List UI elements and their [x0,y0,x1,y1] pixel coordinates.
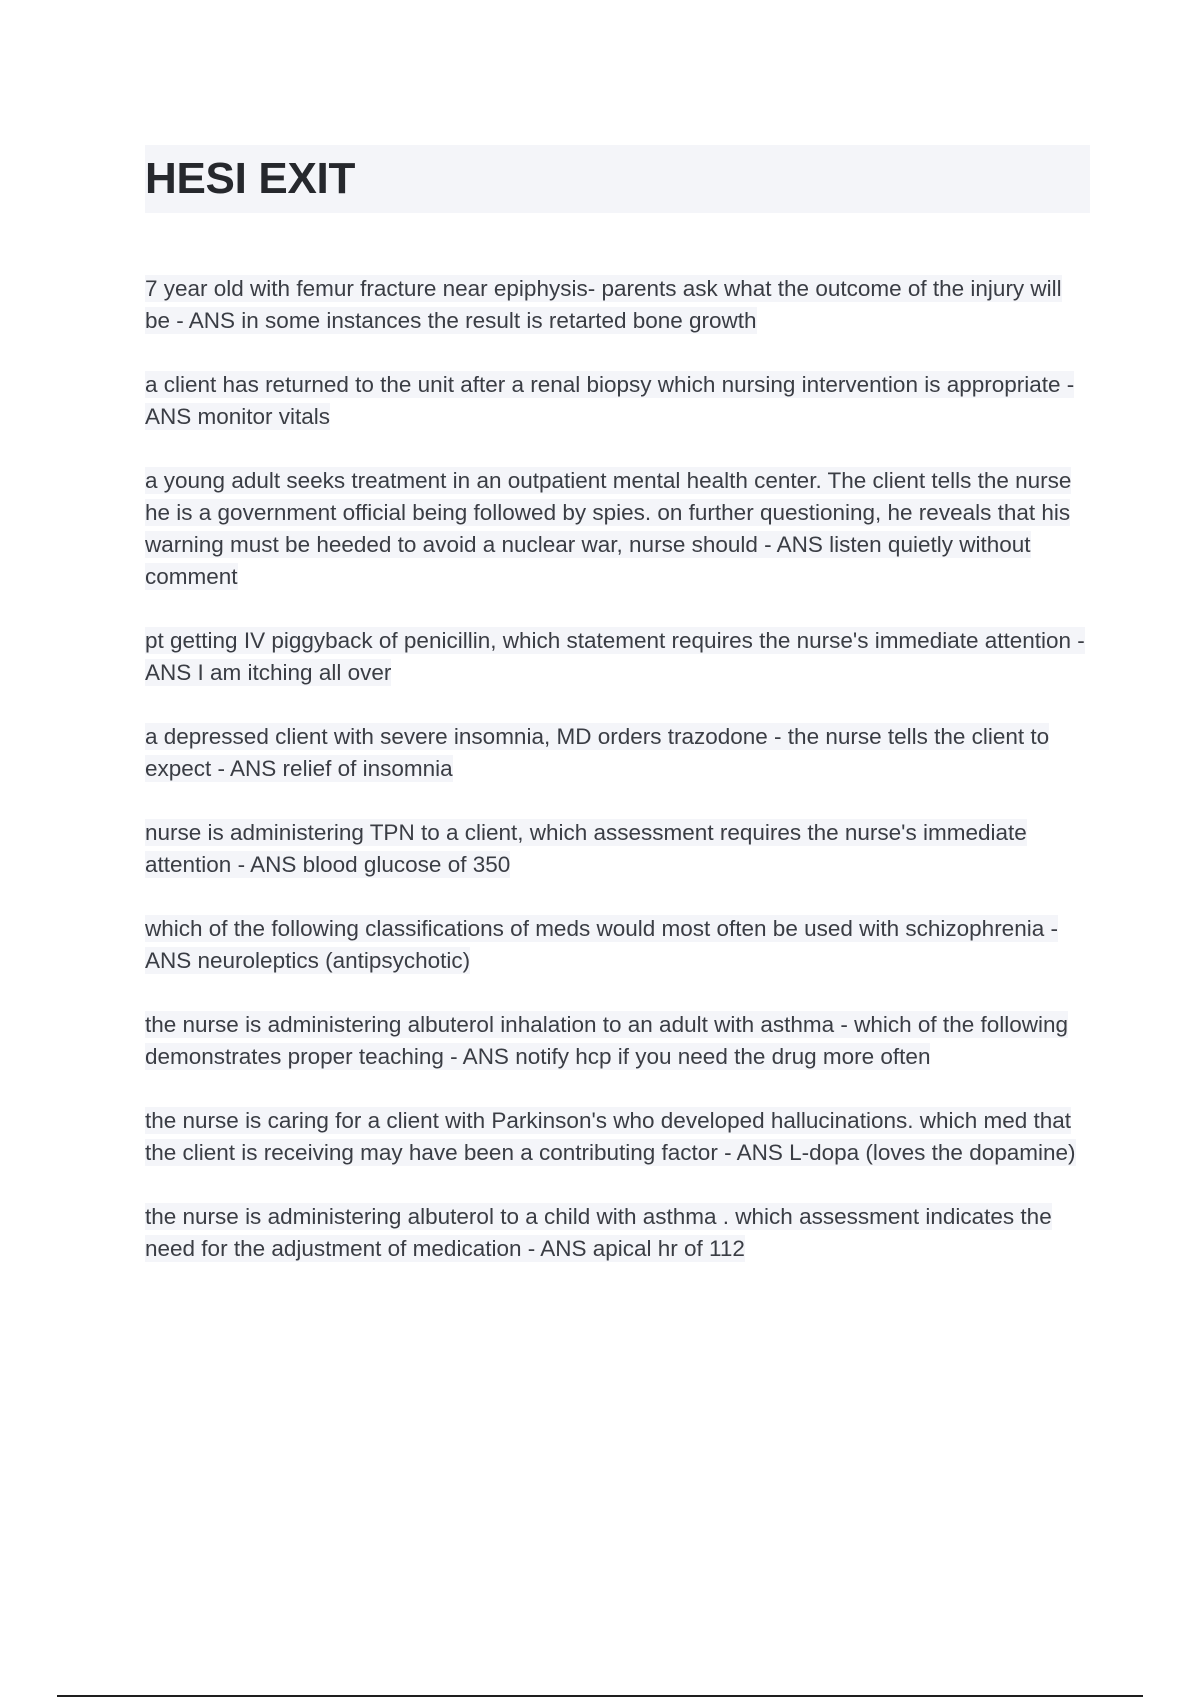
footer-divider [57,1695,1143,1697]
qa-text: the nurse is administering albuterol inhalation to an adult with asthma - which of the following demonstrates proper teaching - ANS notify hcp if you need the drug more often [145,1012,1069,1069]
qa-item [145,1201,1090,1265]
qa-item [145,721,1090,785]
qa-item [145,817,1090,881]
qa-text: 7 year old with femur fracture near epiphysis- parents ask what the outcome of the injury will be - ANS in some instances the result is retarted bone growth [145,276,1062,333]
qa-item [145,273,1090,337]
qa-text: nurse is administering TPN to a client, which assessment requires the nurse's immediate attention - ANS blood glucose of 350 [145,820,1027,877]
qa-item [145,369,1090,433]
title-band [145,145,1090,213]
qa-item [145,465,1090,593]
qa-text: the nurse is administering albuterol to a child with asthma . which assessment indicates the need for the adjustment of medication - ANS apical hr of 112 [145,1204,1052,1261]
qa-text: a young adult seeks treatment in an outpatient mental health center. The client tells the nurse he is a government official being followed by spies. on further questioning, he reveals that his warning must be heeded to avoid a nuclear war, nurse should - ANS listen quietly without comment [145,468,1072,589]
qa-item [145,625,1090,689]
qa-item [145,1105,1090,1169]
qa-text: a client has returned to the unit after a renal biopsy which nursing intervention is appropriate - ANS monitor vitals [145,372,1075,429]
qa-text: a depressed client with severe insomnia, MD orders trazodone - the nurse tells the client to expect - ANS relief of insomnia [145,724,1050,781]
page-title: HESI EXIT [145,154,356,203]
qa-item [145,913,1090,977]
qa-list [145,273,1090,1297]
qa-item [145,1009,1090,1073]
qa-text: which of the following classifications of meds would most often be used with schizophrenia - ANS neuroleptics (antipsychotic) [145,916,1058,973]
qa-text: the nurse is caring for a client with Parkinson's who developed hallucinations. which med that the client is receiving may have been a contributing factor - ANS L-dopa (loves the dopamine) [145,1108,1076,1165]
qa-text: pt getting IV piggyback of penicillin, which statement requires the nurse's immediate attention - ANS I am itching all over [145,628,1085,685]
